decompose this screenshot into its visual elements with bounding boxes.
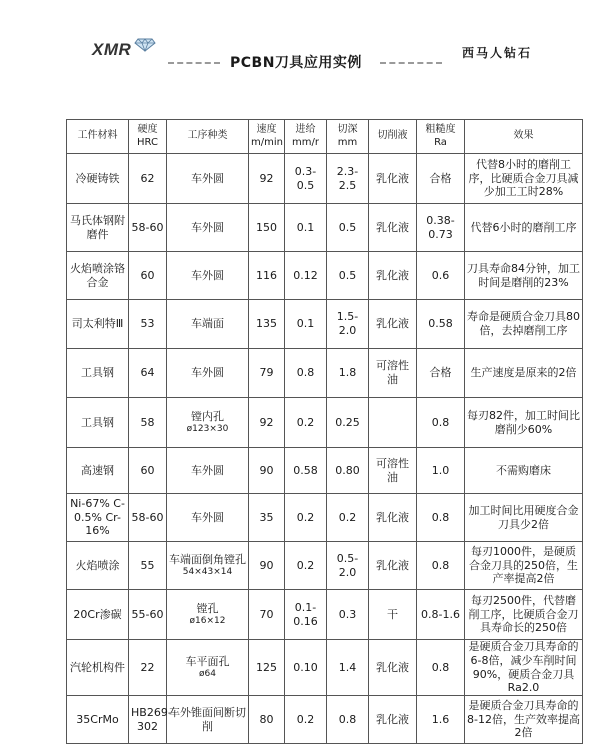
coolant-cell-text: 乳化液 (376, 510, 409, 524)
feed-cell (285, 204, 327, 252)
process-cell (167, 696, 249, 744)
coolant-cell (369, 640, 417, 696)
material-cell (67, 590, 129, 640)
speed-cell (249, 696, 285, 744)
feed-cell-text: 0.10 (293, 660, 318, 674)
material-cell-text: Ni-67% C-0.5% Cr-16% (70, 496, 125, 538)
process-cell (167, 542, 249, 590)
material-cell (67, 252, 129, 300)
effect-cell-text: 代替6小时的磨削工序 (470, 220, 577, 234)
effect-cell-text: 刀具寿命84分钟，加工时间是磨削的23% (467, 261, 580, 289)
feed-cell (285, 300, 327, 349)
feed-cell (285, 252, 327, 300)
feed-cell-text: 0.2 (296, 415, 315, 429)
depth-cell (327, 640, 369, 696)
header-depth: 切深 mm (327, 120, 369, 154)
feed-cell (285, 542, 327, 590)
application-table (66, 119, 583, 744)
process-cell-text: 镗内孔 (191, 410, 224, 423)
hardness-cell-text: 58-60 (131, 220, 164, 234)
process-spec-text: ø123×30 (186, 423, 229, 434)
roughness-cell (417, 448, 465, 494)
material-cell-text: 工具钢 (81, 366, 114, 380)
hardness-cell (129, 494, 167, 542)
table-row (67, 398, 583, 448)
process-spec-text: ø64 (199, 668, 216, 679)
feed-cell-text: 0.1 (296, 220, 315, 234)
coolant-cell-text: 乳化液 (376, 268, 409, 282)
material-cell (67, 448, 129, 494)
depth-cell-text: 2.3-2.5 (336, 164, 359, 192)
effect-cell-text: 每刃1000件，是硬质合金刀具的250倍，生产率提高2倍 (469, 544, 578, 586)
coolant-cell (369, 696, 417, 744)
material-cell-text: 汽轮机构件 (70, 660, 125, 674)
process-spec-text: ø16×12 (189, 615, 226, 626)
roughness-cell (417, 542, 465, 590)
coolant-cell (369, 590, 417, 640)
header-process: 工序种类 (167, 120, 249, 154)
material-cell-text: 火焰喷涂铬合金 (70, 261, 125, 289)
feed-cell-text: 0.12 (293, 268, 318, 282)
depth-cell-text: 0.5 (338, 268, 357, 282)
hardness-cell-text: 58 (140, 415, 155, 429)
header-speed: 速度 m/min (249, 120, 285, 154)
depth-cell (327, 300, 369, 349)
process-cell (167, 300, 249, 349)
process-cell-text: 镗孔 (196, 602, 219, 615)
effect-cell-text: 代替8小时的磨削工序，比硬质合金刀具减少加工工时28% (468, 157, 579, 199)
feed-cell (285, 590, 327, 640)
hardness-cell-text: 62 (140, 171, 155, 185)
speed-cell-text: 150 (256, 220, 277, 234)
hardness-cell-text: 53 (140, 317, 155, 331)
coolant-cell (369, 349, 417, 398)
process-cell (167, 590, 249, 640)
process-cell-text: 车端面倒角镗孔 (169, 553, 246, 566)
speed-cell-text: 116 (256, 268, 277, 282)
hardness-cell (129, 696, 172, 744)
roughness-cell (417, 349, 465, 398)
feed-cell-text: 0.2 (296, 510, 315, 524)
header-coolant: 切削液 (369, 120, 417, 154)
roughness-cell (417, 590, 465, 640)
depth-cell (327, 542, 369, 590)
feed-cell-text: 0.2 (296, 712, 315, 726)
material-cell-text: 35CrMo (76, 712, 119, 726)
speed-cell-text: 35 (259, 510, 274, 524)
coolant-cell (369, 494, 417, 542)
speed-cell (249, 349, 285, 398)
process-cell (167, 494, 249, 542)
table-row (67, 542, 583, 590)
hardness-cell (129, 448, 167, 494)
coolant-cell (369, 542, 417, 590)
coolant-cell-text: 乳化液 (376, 660, 409, 674)
hardness-cell (129, 349, 167, 398)
depth-cell-text: 1.4 (338, 660, 357, 674)
effect-cell-text: 寿命是硬质合金刀具80倍，去掉磨削工序 (467, 310, 580, 337)
coolant-cell-text: 乳化液 (376, 558, 409, 572)
material-cell (67, 300, 129, 349)
speed-cell (249, 204, 285, 252)
depth-cell (327, 204, 369, 252)
roughness-cell-text: 1.0 (431, 463, 450, 477)
effect-cell (465, 590, 583, 640)
coolant-cell (369, 154, 417, 204)
roughness-cell (417, 154, 465, 204)
coolant-cell (369, 300, 417, 349)
speed-cell-text: 80 (259, 712, 274, 726)
table-row (67, 300, 583, 349)
depth-cell-text: 0.5 (338, 220, 357, 234)
roughness-cell-text: 0.38-0.73 (426, 213, 455, 241)
material-cell-text: 司太利特Ⅲ (71, 317, 124, 331)
material-cell (67, 154, 129, 204)
table-header-row (67, 120, 583, 154)
depth-cell-text: 0.2 (338, 510, 357, 524)
roughness-cell (417, 494, 465, 542)
feed-cell (285, 494, 327, 542)
coolant-cell-text: 乳化液 (376, 171, 409, 185)
depth-cell-text: 1.5-2.0 (336, 310, 359, 337)
table-row (67, 252, 583, 300)
coolant-cell-text: 可溶性油 (376, 456, 409, 484)
roughness-cell-text: 0.8 (431, 415, 450, 429)
speed-cell (249, 640, 285, 696)
coolant-cell (369, 448, 417, 494)
material-cell (67, 398, 129, 448)
feed-cell (285, 640, 327, 696)
depth-cell-text: 0.8 (338, 712, 357, 726)
hardness-cell-text: 58-60 (131, 510, 164, 524)
coolant-cell-text: 乳化液 (376, 712, 409, 726)
material-cell (67, 349, 129, 398)
table-body (67, 154, 583, 744)
header-hardness: 硬度 HRC (129, 120, 167, 154)
speed-cell-text: 135 (256, 317, 277, 331)
table-row (67, 696, 583, 744)
header-feed: 进给 mm/r (285, 120, 327, 154)
hardness-cell-text: 60 (140, 463, 155, 477)
effect-cell-text: 是硬质合金刀具寿命的8-12倍，生产效率提高2倍 (467, 698, 580, 740)
roughness-cell-text: 0.58 (428, 317, 453, 331)
material-cell-text: 工具钢 (81, 415, 114, 429)
effect-cell (465, 542, 583, 590)
material-cell-text: 火焰喷涂 (75, 558, 120, 572)
depth-cell (327, 494, 369, 542)
process-cell (167, 398, 249, 448)
depth-cell-text: 0.25 (335, 415, 360, 429)
hardness-cell-text: 55 (140, 558, 155, 572)
depth-cell (327, 590, 369, 640)
feed-cell-text: 0.8 (296, 366, 315, 380)
process-cell-text: 车外圆 (191, 268, 224, 282)
roughness-cell-text: 0.8 (431, 510, 450, 524)
feed-cell (285, 696, 327, 744)
roughness-cell-text: 0.8-1.6 (421, 607, 460, 621)
process-cell-text: 车外圆 (191, 220, 224, 234)
roughness-cell-text: 0.6 (431, 268, 450, 282)
depth-cell (327, 448, 369, 494)
material-cell (67, 640, 129, 696)
feed-cell-text: 0.1-0.16 (293, 600, 318, 628)
roughness-cell-text: 1.6 (431, 712, 450, 726)
table-row (67, 448, 583, 494)
hardness-cell-text: 55-60 (131, 607, 164, 621)
coolant-cell (369, 398, 417, 448)
effect-cell-text: 不需购磨床 (496, 463, 551, 477)
process-spec-text: 54×43×14 (182, 566, 233, 577)
effect-cell (465, 696, 583, 744)
effect-cell (465, 640, 583, 696)
roughness-cell (417, 252, 465, 300)
coolant-cell-text: 干 (387, 607, 398, 621)
depth-cell (327, 252, 369, 300)
table-row (67, 204, 583, 252)
effect-cell (465, 300, 583, 349)
feed-cell (285, 398, 327, 448)
feed-cell (285, 154, 327, 204)
feed-cell-text: 0.2 (296, 558, 315, 572)
effect-cell (465, 154, 583, 204)
material-cell-text: 马氏体钢附磨件 (70, 213, 125, 241)
depth-cell (327, 696, 369, 744)
roughness-cell-text: 合格 (429, 171, 452, 185)
effect-cell-text: 每刃2500件，代替磨削工序，比硬质合金刀具寿命长的250倍 (468, 593, 579, 635)
hardness-cell (129, 590, 167, 640)
roughness-cell-text: 0.8 (431, 660, 450, 674)
feed-cell-text: 0.1 (296, 317, 315, 331)
process-cell (167, 252, 249, 300)
material-cell-text: 20Cr渗碳 (73, 607, 122, 621)
process-cell-text: 车外圆 (191, 463, 224, 477)
depth-cell-text: 0.3 (338, 607, 357, 621)
material-cell (67, 696, 129, 744)
effect-cell (465, 448, 583, 494)
table-row (67, 590, 583, 640)
process-cell-text: 车外锥面间断切削 (169, 705, 246, 733)
feed-cell (285, 349, 327, 398)
process-cell (167, 204, 249, 252)
roughness-cell (417, 204, 465, 252)
effect-cell-text: 生产速度是原来的2倍 (470, 366, 577, 380)
diamond-gem-icon (134, 38, 156, 52)
depth-cell (327, 398, 369, 448)
speed-cell-text: 125 (256, 660, 277, 674)
hardness-cell (129, 398, 167, 448)
coolant-cell-text: 可溶性油 (376, 359, 409, 386)
roughness-cell-text: 0.8 (431, 558, 450, 572)
depth-cell-text: 0.5-2.0 (336, 551, 359, 579)
roughness-cell-text: 合格 (429, 366, 452, 380)
speed-cell (249, 448, 285, 494)
hardness-cell-text: 22 (140, 660, 155, 674)
process-cell (167, 349, 249, 398)
speed-cell (249, 542, 285, 590)
table-row (67, 349, 583, 398)
header-effect: 效果 (465, 120, 583, 154)
page-title: PCBN刀具应用实例 (230, 55, 362, 71)
material-cell (67, 542, 129, 590)
hardness-cell (129, 300, 167, 349)
speed-cell (249, 590, 285, 640)
effect-cell (465, 494, 583, 542)
process-cell-text: 车外圆 (191, 510, 224, 524)
material-cell (67, 494, 129, 542)
table-row (67, 494, 583, 542)
effect-cell (465, 398, 583, 448)
depth-cell-text: 0.80 (335, 463, 360, 477)
hardness-cell-text: HB269-302 (131, 705, 172, 733)
process-cell-text: 车外圆 (191, 171, 224, 185)
header-material: 工件材料 (67, 120, 129, 154)
coolant-cell (369, 252, 417, 300)
process-cell-text: 车端面 (191, 317, 224, 331)
process-cell (167, 154, 249, 204)
hardness-cell (129, 154, 167, 204)
effect-cell (465, 349, 583, 398)
coolant-cell-text: 乳化液 (376, 317, 409, 331)
table-row (67, 640, 583, 696)
hardness-cell-text: 60 (140, 268, 155, 282)
roughness-cell (417, 398, 465, 448)
feed-cell-text: 0.3-0.5 (294, 164, 317, 192)
speed-cell-text: 92 (259, 171, 274, 185)
depth-cell (327, 154, 369, 204)
feed-cell (285, 448, 327, 494)
speed-cell (249, 494, 285, 542)
roughness-cell (417, 696, 465, 744)
material-cell-text: 高速钢 (81, 463, 114, 477)
effect-cell-text: 是硬质合金刀具寿命的6-8倍，减少车削时间90%，硬质合金刀具Ra2.0 (468, 640, 579, 695)
speed-cell (249, 252, 285, 300)
roughness-cell (417, 640, 465, 696)
feed-cell-text: 0.58 (293, 463, 318, 477)
process-cell (167, 448, 249, 494)
effect-cell (465, 252, 583, 300)
header-rule-right (380, 62, 442, 64)
speed-cell (249, 300, 285, 349)
coolant-cell (369, 204, 417, 252)
process-cell (167, 640, 249, 696)
brand-logo: XMR (92, 40, 132, 59)
header-roughness: 粗糙度 Ra (417, 120, 465, 154)
effect-cell-text: 每刃82件，加工时间比磨削少60% (467, 408, 580, 436)
hardness-cell (129, 204, 167, 252)
depth-cell-text: 1.8 (338, 366, 357, 380)
effect-cell (465, 204, 583, 252)
material-cell-text: 冷硬铸铁 (75, 171, 120, 185)
coolant-cell-text: 乳化液 (376, 220, 409, 234)
speed-cell (249, 154, 285, 204)
speed-cell (249, 398, 285, 448)
depth-cell (327, 349, 369, 398)
hardness-cell (129, 542, 167, 590)
speed-cell-text: 79 (259, 366, 274, 380)
page-header (0, 0, 604, 80)
hardness-cell-text: 64 (140, 366, 155, 380)
header-rule-left (168, 62, 220, 64)
speed-cell-text: 90 (259, 463, 274, 477)
company-name: 西马人钻石 (462, 46, 533, 60)
speed-cell-text: 70 (259, 607, 274, 621)
process-cell-text: 车外圆 (191, 366, 224, 380)
hardness-cell (129, 252, 167, 300)
speed-cell-text: 92 (259, 415, 274, 429)
effect-cell-text: 加工时间比用硬度合金刀具少2倍 (468, 503, 579, 531)
speed-cell-text: 90 (259, 558, 274, 572)
hardness-cell (129, 640, 167, 696)
table-row (67, 154, 583, 204)
material-cell (67, 204, 129, 252)
roughness-cell (417, 300, 465, 349)
process-cell-text: 车平面孔 (185, 655, 230, 668)
